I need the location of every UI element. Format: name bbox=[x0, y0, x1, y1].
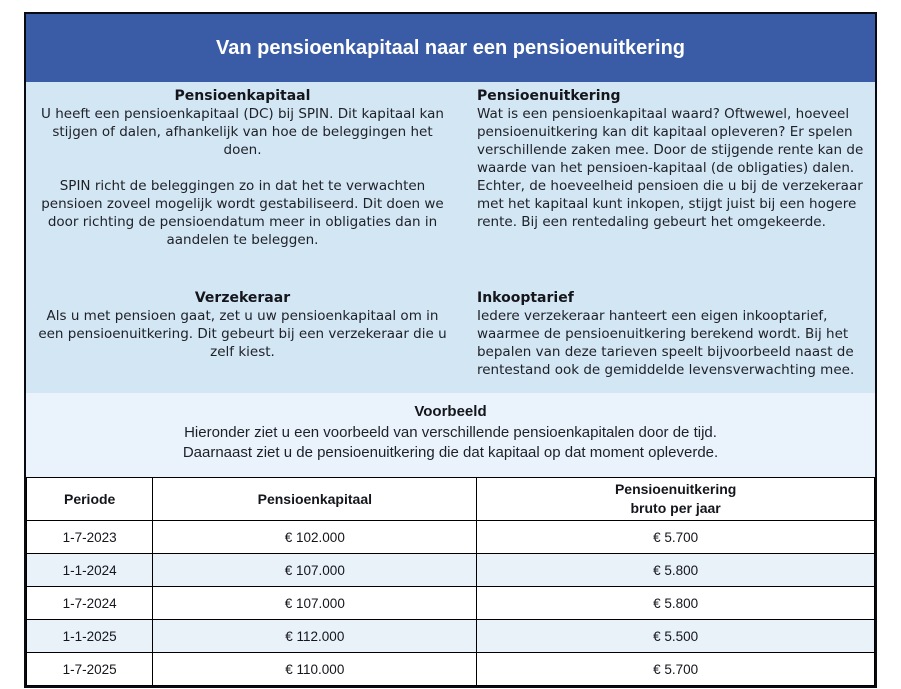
table-row bbox=[27, 554, 875, 587]
pension-info-sheet bbox=[24, 12, 877, 688]
cell-kapitaal: € 110.000 bbox=[153, 653, 477, 686]
voorbeeld-section bbox=[26, 393, 875, 477]
cell-kapitaal: € 102.000 bbox=[153, 521, 477, 554]
paragraph-spacer bbox=[36, 159, 449, 177]
title-bar bbox=[26, 14, 875, 82]
voorbeeld-line-2: Daarnaast ziet u de pensioenuitkering die dat kapitaal op dat moment opleverde. bbox=[182, 444, 719, 461]
cell-uitkering: € 5.800 bbox=[477, 587, 875, 620]
info-section bbox=[26, 82, 875, 393]
column-header-pensioenuitkering bbox=[477, 478, 875, 521]
column-header-pensioenuitkering-line1: Pensioenuitkering bbox=[614, 481, 737, 497]
section-heading-pensioenkapitaal: Pensioenkapitaal bbox=[174, 88, 311, 104]
pension-table-body bbox=[27, 521, 875, 686]
cell-uitkering: € 5.700 bbox=[477, 521, 875, 554]
inkooptarief-paragraph: Iedere verzekeraar hanteert een eigen inkooptarief, waarmee de pensioenuitkering berekend wordt. Bij het bepalen van deze tarieven speelt bijvoorbeeld naast de rentestand ook de gemiddelde levensverwachting mee. bbox=[476, 308, 855, 378]
table-row bbox=[27, 521, 875, 554]
column-header-pensioenuitkering-line2: bruto per jaar bbox=[630, 500, 721, 516]
cell-kapitaal: € 107.000 bbox=[153, 587, 477, 620]
cell-uitkering: € 5.500 bbox=[477, 620, 875, 653]
column-header-pensioenkapitaal: Pensioenkapitaal bbox=[153, 478, 477, 521]
pensioenkapitaal-paragraph-2: SPIN richt de beleggingen zo in dat het te verwachten pensioen zoveel mogelijk wordt gestabiliseerd. Dit doen we door richting de pensioendatum meer in obligaties dan in aandelen te beleggen. bbox=[41, 178, 444, 248]
table-row bbox=[27, 620, 875, 653]
cell-periode: 1-7-2025 bbox=[27, 653, 153, 686]
voorbeeld-line-1: Hieronder ziet u een voorbeeld van verschillende pensioenkapitalen door de tijd. bbox=[184, 424, 717, 441]
pensioenuitkering-paragraph: Wat is een pensioenkapitaal waard? Oftwewel, hoeveel pensioenuitkering kan dit kapitaal opleveren? Er spelen verschillende zaken mee. Door de stijgende rente kan de waarde van het pensioen-kapitaal (de obligaties) dalen. Echter, de hoeveelheid pensioen die u bij de verzekeraar met het kapitaal kunt inkopen, stijgt juist bij een hogere rente. Bij een rentedaling gebeurt het omgekeerde. bbox=[476, 106, 864, 230]
table-row bbox=[27, 587, 875, 620]
column-header-periode: Periode bbox=[27, 478, 153, 521]
pension-table bbox=[26, 477, 875, 686]
section-pensioenuitkering bbox=[459, 87, 875, 263]
cell-kapitaal: € 107.000 bbox=[153, 554, 477, 587]
cell-periode: 1-1-2024 bbox=[27, 554, 153, 587]
verzekeraar-paragraph: Als u met pensioen gaat, zet u uw pensioenkapitaal om in een pensioenuitkering. Dit gebeurt bij een verzekeraar die u zelf kiest. bbox=[38, 308, 447, 360]
section-heading-pensioenuitkering: Pensioenuitkering bbox=[476, 88, 621, 104]
pension-table-header bbox=[27, 478, 875, 521]
cell-kapitaal: € 112.000 bbox=[153, 620, 477, 653]
page-title: Van pensioenkapitaal naar een pensioenuitkering bbox=[215, 36, 686, 59]
section-inkooptarief bbox=[459, 289, 875, 393]
voorbeeld-heading: Voorbeeld bbox=[414, 403, 487, 420]
pensioenkapitaal-paragraph-1: U heeft een pensioenkapitaal (DC) bij SPIN. Dit kapitaal kan stijgen of dalen, afhankelijk van hoe de beleggingen het doen. bbox=[41, 106, 444, 158]
table-header-row bbox=[27, 478, 875, 521]
cell-periode: 1-7-2024 bbox=[27, 587, 153, 620]
cell-uitkering: € 5.800 bbox=[477, 554, 875, 587]
table-row bbox=[27, 653, 875, 686]
section-heading-verzekeraar: Verzekeraar bbox=[194, 290, 291, 306]
section-verzekeraar bbox=[26, 289, 459, 393]
cell-periode: 1-7-2023 bbox=[27, 521, 153, 554]
cell-uitkering: € 5.700 bbox=[477, 653, 875, 686]
section-pensioenkapitaal bbox=[26, 87, 459, 263]
section-heading-inkooptarief: Inkooptarief bbox=[476, 290, 574, 306]
cell-periode: 1-1-2025 bbox=[27, 620, 153, 653]
